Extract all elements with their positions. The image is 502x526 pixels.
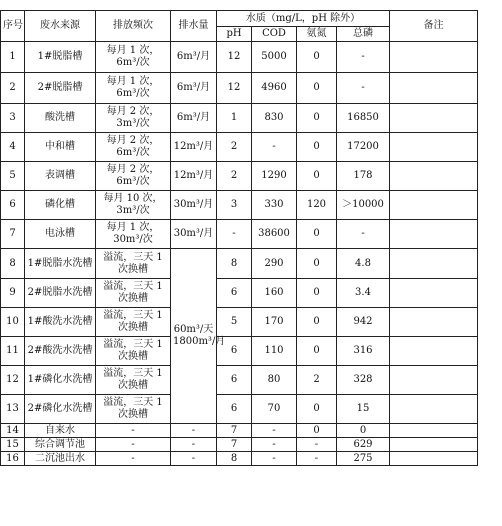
cell-volume-merged bbox=[171, 249, 226, 424]
cell-remarks bbox=[390, 366, 478, 395]
cell-cod: 80 bbox=[252, 366, 297, 395]
header-water-quality: 水质（mg/L，pH 除外） bbox=[217, 11, 390, 27]
cell-ph: 6 bbox=[217, 366, 252, 395]
frequency-line-1: - bbox=[131, 424, 135, 436]
frequency-line-2: 3m³/次 bbox=[116, 205, 150, 216]
cell-ammonia: 0 bbox=[297, 279, 337, 308]
header-source: 废水来源 bbox=[25, 11, 96, 42]
cell-seq: 10 bbox=[1, 308, 25, 337]
cell-frequency bbox=[96, 395, 171, 424]
cell-seq: 12 bbox=[1, 366, 25, 395]
cell-phosphorus: 17200 bbox=[337, 133, 390, 162]
cell-remarks bbox=[390, 133, 478, 162]
cell-ph: 6 bbox=[217, 395, 252, 424]
cell-source: 磷化槽 bbox=[25, 191, 96, 220]
cell-seq: 3 bbox=[1, 104, 25, 133]
cell-ammonia: 0 bbox=[297, 42, 337, 73]
cell-ph: - bbox=[217, 220, 252, 249]
cell-cod: 170 bbox=[252, 308, 297, 337]
cell-frequency bbox=[96, 220, 171, 249]
frequency-line-1: 每月 1 次， bbox=[106, 222, 160, 233]
cell-phosphorus: 3.4 bbox=[337, 279, 390, 308]
cell-phosphorus: 942 bbox=[337, 308, 390, 337]
cell-ammonia: 0 bbox=[297, 104, 337, 133]
cell-source: 1#脱脂槽 bbox=[25, 42, 96, 73]
cell-ph: 12 bbox=[217, 73, 252, 104]
cell-cod: 110 bbox=[252, 337, 297, 366]
cell-source: 表调槽 bbox=[25, 162, 96, 191]
cell-seq: 11 bbox=[1, 337, 25, 366]
cell-remarks bbox=[390, 395, 478, 424]
cell-remarks bbox=[390, 73, 478, 104]
cell-cod: 290 bbox=[252, 249, 297, 279]
cell-ammonia: 0 bbox=[297, 133, 337, 162]
frequency-line-1: - bbox=[131, 438, 135, 450]
cell-cod: - bbox=[252, 133, 297, 162]
cell-seq: 15 bbox=[1, 438, 25, 452]
cell-volume: - bbox=[171, 438, 217, 452]
cell-source: 中和槽 bbox=[25, 133, 96, 162]
cell-seq: 16 bbox=[1, 452, 25, 466]
cell-frequency bbox=[96, 104, 171, 133]
frequency-line-1: 每月 2 次， bbox=[106, 135, 160, 146]
table-row bbox=[1, 42, 478, 73]
cell-volume: 30m³/月 bbox=[171, 220, 217, 249]
cell-phosphorus: - bbox=[337, 42, 390, 73]
frequency-line-2: 次换槽 bbox=[118, 409, 148, 420]
cell-ammonia: 0 bbox=[297, 249, 337, 279]
cell-ammonia: 0 bbox=[297, 162, 337, 191]
cell-source: 1#脱脂水洗槽 bbox=[25, 249, 96, 279]
cell-ph: 7 bbox=[217, 438, 252, 452]
header-seq: 序号 bbox=[1, 11, 25, 42]
cell-remarks bbox=[390, 191, 478, 220]
header-remarks: 备注 bbox=[390, 11, 478, 42]
cell-ph: 2 bbox=[217, 133, 252, 162]
frequency-line-1: 每月 2 次， bbox=[106, 164, 160, 175]
merged-volume-line-2: 1800m³/月 bbox=[173, 336, 226, 347]
cell-phosphorus: - bbox=[337, 220, 390, 249]
cell-frequency bbox=[96, 133, 171, 162]
cell-phosphorus: 178 bbox=[337, 162, 390, 191]
cell-seq: 1 bbox=[1, 42, 25, 73]
cell-seq: 6 bbox=[1, 191, 25, 220]
cell-ammonia: 0 bbox=[297, 424, 337, 438]
cell-cod: - bbox=[252, 438, 297, 452]
frequency-line-2: 次换槽 bbox=[118, 380, 148, 391]
cell-remarks bbox=[390, 337, 478, 366]
cell-ph: 6 bbox=[217, 337, 252, 366]
header-ph: pH bbox=[217, 27, 252, 42]
cell-ammonia: 0 bbox=[297, 73, 337, 104]
frequency-line-2: 30m³/次 bbox=[113, 234, 153, 245]
cell-cod: 70 bbox=[252, 395, 297, 424]
frequency-line-1: 溢流，三天 1 bbox=[103, 339, 163, 350]
cell-volume: 12m³/月 bbox=[171, 162, 217, 191]
table-row bbox=[1, 249, 478, 279]
cell-remarks bbox=[390, 279, 478, 308]
cell-seq: 13 bbox=[1, 395, 25, 424]
cell-remarks bbox=[390, 438, 478, 452]
cell-seq: 8 bbox=[1, 249, 25, 279]
header-volume: 排水量 bbox=[171, 11, 217, 42]
cell-seq: 9 bbox=[1, 279, 25, 308]
cell-cod: 160 bbox=[252, 279, 297, 308]
frequency-line-2: 6m³/次 bbox=[116, 176, 150, 187]
cell-volume: 30m³/月 bbox=[171, 191, 217, 220]
header-ammonia: 氨氮 bbox=[297, 27, 337, 42]
cell-ammonia: 2 bbox=[297, 366, 337, 395]
table-row bbox=[1, 104, 478, 133]
cell-cod: 830 bbox=[252, 104, 297, 133]
frequency-line-1: 每月 1 次， bbox=[106, 45, 160, 56]
table-row bbox=[1, 308, 478, 337]
cell-ph: 6 bbox=[217, 279, 252, 308]
cell-ph: 2 bbox=[217, 162, 252, 191]
table-row bbox=[1, 220, 478, 249]
frequency-line-1: 每月 1 次， bbox=[106, 76, 160, 87]
cell-phosphorus: - bbox=[337, 73, 390, 104]
header-row bbox=[1, 11, 478, 27]
cell-cod: 1290 bbox=[252, 162, 297, 191]
cell-seq: 7 bbox=[1, 220, 25, 249]
cell-ph: 3 bbox=[217, 191, 252, 220]
header-frequency: 排放频次 bbox=[96, 11, 171, 42]
frequency-line-2: 6m³/次 bbox=[116, 57, 150, 68]
cell-remarks bbox=[390, 308, 478, 337]
frequency-line-2: 6m³/次 bbox=[116, 88, 150, 99]
cell-frequency bbox=[96, 452, 171, 466]
merged-volume-line-1: 60m³/天 bbox=[173, 324, 214, 335]
header-cod: COD bbox=[252, 27, 297, 42]
cell-phosphorus: 16850 bbox=[337, 104, 390, 133]
cell-ph: 5 bbox=[217, 308, 252, 337]
frequency-line-2: 次换槽 bbox=[118, 351, 148, 362]
frequency-line-2: 3m³/次 bbox=[116, 118, 150, 129]
cell-seq: 4 bbox=[1, 133, 25, 162]
cell-phosphorus: ＞10000 bbox=[337, 191, 390, 220]
cell-source: 2#脱脂水洗槽 bbox=[25, 279, 96, 308]
table-row bbox=[1, 452, 478, 466]
cell-ph: 1 bbox=[217, 104, 252, 133]
frequency-line-1: 溢流，三天 1 bbox=[103, 368, 163, 379]
cell-frequency bbox=[96, 249, 171, 279]
frequency-line-1: 每月 10 次， bbox=[103, 193, 163, 204]
cell-volume: 6m³/月 bbox=[171, 73, 217, 104]
cell-source: 2#脱脂槽 bbox=[25, 73, 96, 104]
frequency-line-2: 次换槽 bbox=[118, 322, 148, 333]
table-row bbox=[1, 395, 478, 424]
cell-source: 电泳槽 bbox=[25, 220, 96, 249]
cell-ammonia: - bbox=[297, 438, 337, 452]
cell-frequency bbox=[96, 337, 171, 366]
cell-cod: 5000 bbox=[252, 42, 297, 73]
cell-remarks bbox=[390, 424, 478, 438]
frequency-line-2: 次换槽 bbox=[118, 293, 148, 304]
cell-volume: 6m³/月 bbox=[171, 104, 217, 133]
frequency-line-1: 溢流，三天 1 bbox=[103, 310, 163, 321]
cell-seq: 2 bbox=[1, 73, 25, 104]
cell-ammonia: 120 bbox=[297, 191, 337, 220]
cell-ph: 7 bbox=[217, 424, 252, 438]
cell-volume: 6m³/月 bbox=[171, 42, 217, 73]
table-row bbox=[1, 279, 478, 308]
cell-remarks bbox=[390, 162, 478, 191]
cell-remarks bbox=[390, 452, 478, 466]
cell-volume: - bbox=[171, 424, 217, 438]
cell-volume: - bbox=[171, 452, 217, 466]
cell-seq: 14 bbox=[1, 424, 25, 438]
cell-remarks bbox=[390, 42, 478, 73]
cell-cod: 38600 bbox=[252, 220, 297, 249]
frequency-line-1: 溢流，三天 1 bbox=[103, 281, 163, 292]
table-row bbox=[1, 366, 478, 395]
cell-phosphorus: 4.8 bbox=[337, 249, 390, 279]
cell-source: 1#磷化水洗槽 bbox=[25, 366, 96, 395]
table-row bbox=[1, 337, 478, 366]
frequency-line-1: 每月 2 次， bbox=[106, 106, 160, 117]
frequency-line-1: 溢流，三天 1 bbox=[103, 251, 163, 263]
cell-frequency bbox=[96, 424, 171, 438]
cell-source: 自来水 bbox=[25, 424, 96, 438]
cell-frequency bbox=[96, 438, 171, 452]
cell-ph: 8 bbox=[217, 249, 252, 279]
cell-frequency bbox=[96, 162, 171, 191]
cell-ammonia: 0 bbox=[297, 337, 337, 366]
table-row bbox=[1, 191, 478, 220]
wastewater-table bbox=[0, 10, 478, 466]
cell-volume: 12m³/月 bbox=[171, 133, 217, 162]
table-row bbox=[1, 162, 478, 191]
cell-seq: 5 bbox=[1, 162, 25, 191]
cell-source: 酸洗槽 bbox=[25, 104, 96, 133]
cell-phosphorus: 316 bbox=[337, 337, 390, 366]
cell-remarks bbox=[390, 104, 478, 133]
cell-frequency bbox=[96, 191, 171, 220]
cell-source: 2#磷化水洗槽 bbox=[25, 395, 96, 424]
table-row bbox=[1, 438, 478, 452]
table-row bbox=[1, 73, 478, 104]
cell-frequency bbox=[96, 279, 171, 308]
cell-remarks bbox=[390, 249, 478, 279]
cell-cod: 330 bbox=[252, 191, 297, 220]
cell-remarks bbox=[390, 220, 478, 249]
cell-cod: - bbox=[252, 452, 297, 466]
cell-phosphorus: 0 bbox=[337, 424, 390, 438]
cell-source: 1#酸洗水洗槽 bbox=[25, 308, 96, 337]
frequency-line-2: 6m³/次 bbox=[116, 147, 150, 158]
cell-frequency bbox=[96, 42, 171, 73]
cell-source: 综合调节池 bbox=[25, 438, 96, 452]
frequency-line-1: 溢流，三天 1 bbox=[103, 397, 163, 408]
frequency-line-2: 次换槽 bbox=[118, 263, 148, 275]
frequency-line-1: - bbox=[131, 452, 135, 464]
cell-cod: 4960 bbox=[252, 73, 297, 104]
cell-phosphorus: 15 bbox=[337, 395, 390, 424]
cell-frequency bbox=[96, 308, 171, 337]
table-row bbox=[1, 133, 478, 162]
cell-ammonia: 0 bbox=[297, 395, 337, 424]
cell-phosphorus: 328 bbox=[337, 366, 390, 395]
cell-ammonia: - bbox=[297, 452, 337, 466]
table-row bbox=[1, 424, 478, 438]
cell-frequency bbox=[96, 73, 171, 104]
cell-phosphorus: 629 bbox=[337, 438, 390, 452]
cell-ammonia: 0 bbox=[297, 220, 337, 249]
header-phosphorus: 总磷 bbox=[337, 27, 390, 42]
cell-cod: - bbox=[252, 424, 297, 438]
cell-ammonia: 0 bbox=[297, 308, 337, 337]
cell-source: 2#酸洗水洗槽 bbox=[25, 337, 96, 366]
cell-ph: 12 bbox=[217, 42, 252, 73]
cell-ph: 8 bbox=[217, 452, 252, 466]
cell-source: 二沉池出水 bbox=[25, 452, 96, 466]
cell-phosphorus: 275 bbox=[337, 452, 390, 466]
cell-frequency bbox=[96, 366, 171, 395]
